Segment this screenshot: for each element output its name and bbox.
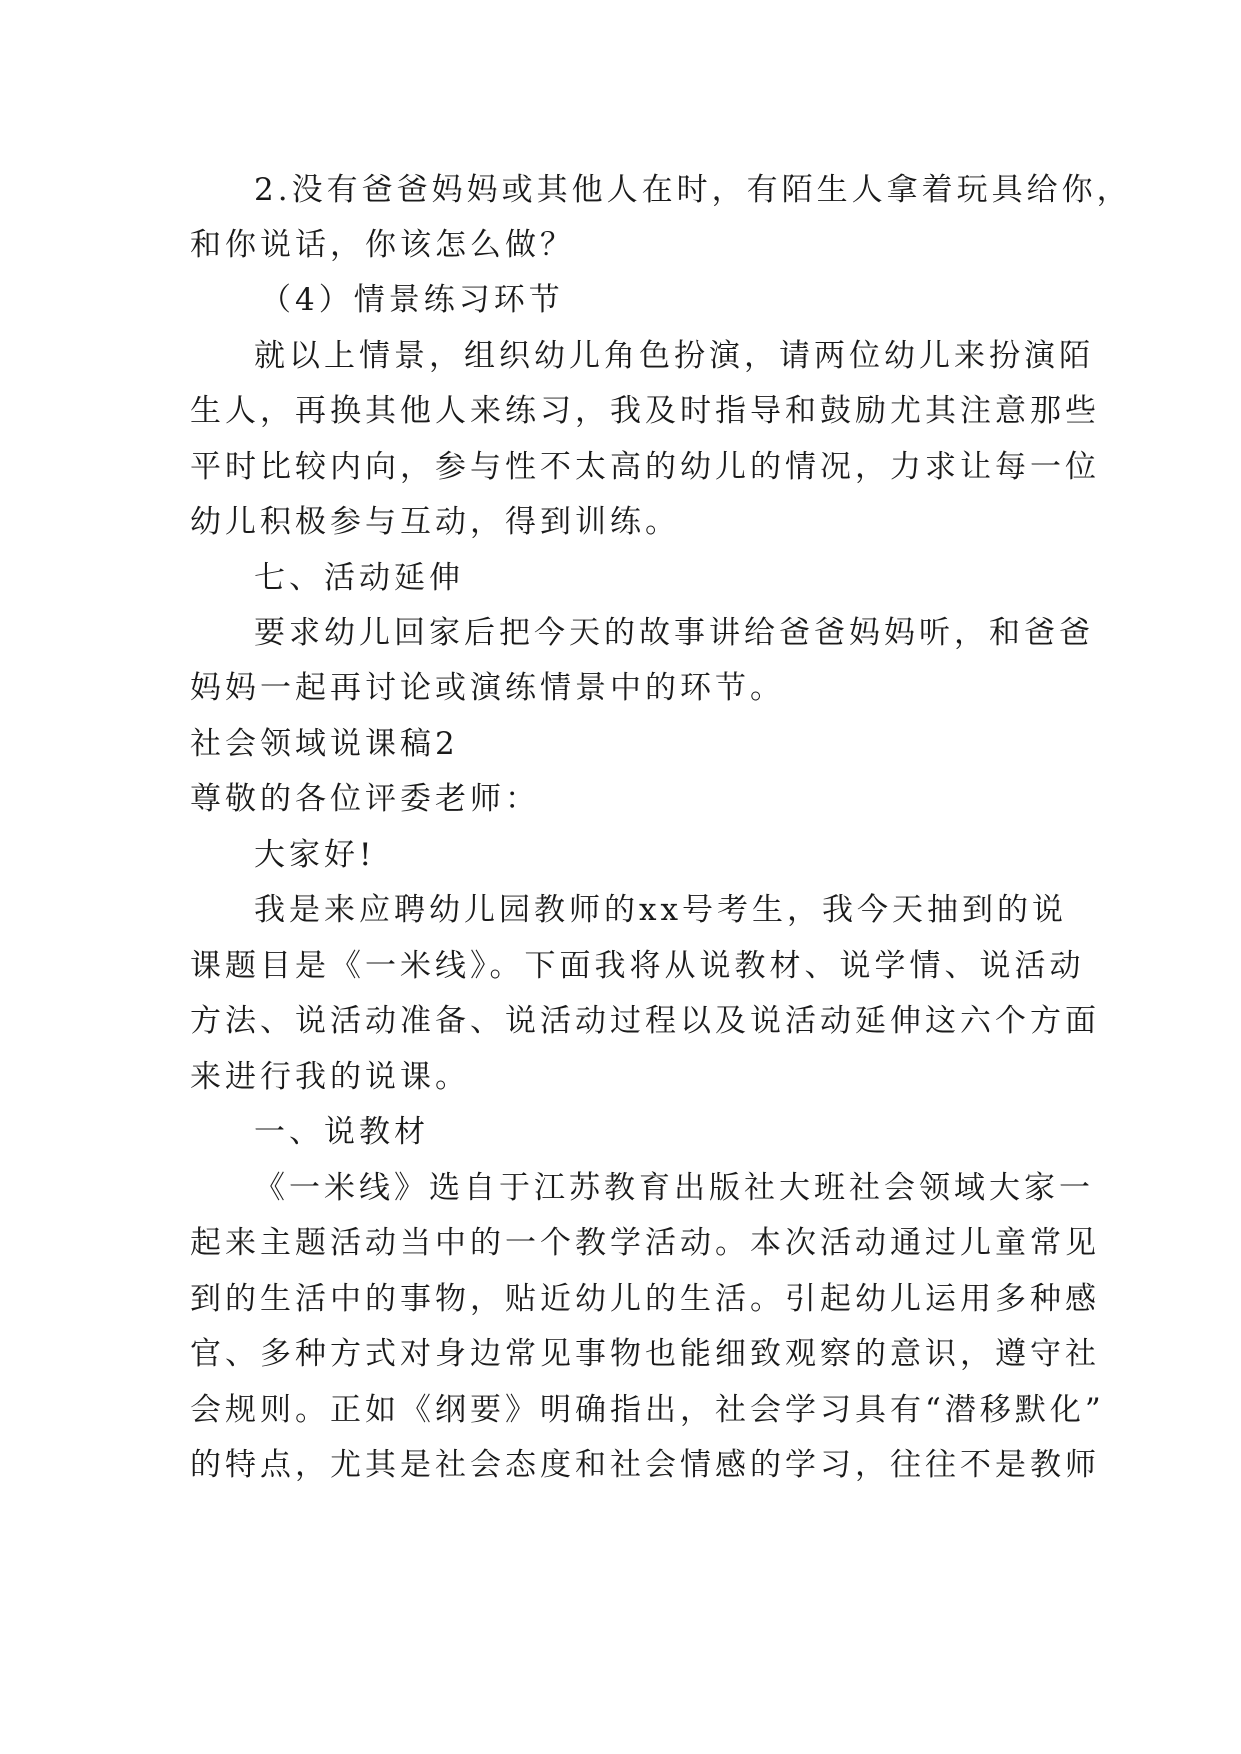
text-line: 《一米线》选自于江苏教育出版社大班社会领域大家一	[254, 1170, 1094, 1206]
section-heading: 七、活动延伸	[254, 560, 464, 596]
text-line: 起来主题活动当中的一个教学活动。本次活动通过儿童常见	[190, 1225, 1100, 1261]
text-line: 我是来应聘幼儿园教师的xx号考生，我今天抽到的说	[254, 892, 1067, 928]
text-line: 妈妈一起再讨论或演练情景中的环节。	[190, 670, 785, 706]
document-title: 社会领域说课稿2	[190, 726, 459, 762]
text-line: 的特点，尤其是社会态度和社会情感的学习，往往不是教师	[190, 1447, 1100, 1483]
text-line: 官、多种方式对身边常见事物也能细致观察的意识，遵守社	[190, 1336, 1100, 1372]
text-line: 会规则。正如《纲要》明确指出，社会学习具有“潜移默化”	[190, 1392, 1105, 1428]
section-heading: 一、说教材	[254, 1114, 429, 1150]
text-line: 平时比较内向，参与性不太高的幼儿的情况，力求让每一位	[190, 449, 1100, 485]
text-line: 生人，再换其他人来练习，我及时指导和鼓励尤其注意那些	[190, 393, 1100, 429]
text-line: 课题目是《一米线》。下面我将从说教材、说学情、说活动	[190, 948, 1085, 984]
greeting: 大家好!	[254, 837, 376, 873]
text-line: 幼儿积极参与互动，得到训练。	[190, 504, 680, 540]
section-heading: （4）情景练习环节	[260, 282, 564, 318]
text-line: 到的生活中的事物，贴近幼儿的生活。引起幼儿运用多种感	[190, 1281, 1100, 1317]
text-line: 来进行我的说课。	[190, 1059, 470, 1095]
text-line: 就以上情景，组织幼儿角色扮演，请两位幼儿来扮演陌	[254, 338, 1094, 374]
text-line: 要求幼儿回家后把今天的故事讲给爸爸妈妈听，和爸爸	[254, 615, 1094, 651]
salutation: 尊敬的各位评委老师：	[190, 781, 540, 817]
text-line: 和你说话，你该怎么做？	[190, 227, 575, 263]
text-line: 方法、说活动准备、说活动过程以及说活动延伸这六个方面	[190, 1003, 1100, 1039]
text-line: 2.没有爸爸妈妈或其他人在时，有陌生人拿着玩具给你，	[254, 172, 1132, 208]
